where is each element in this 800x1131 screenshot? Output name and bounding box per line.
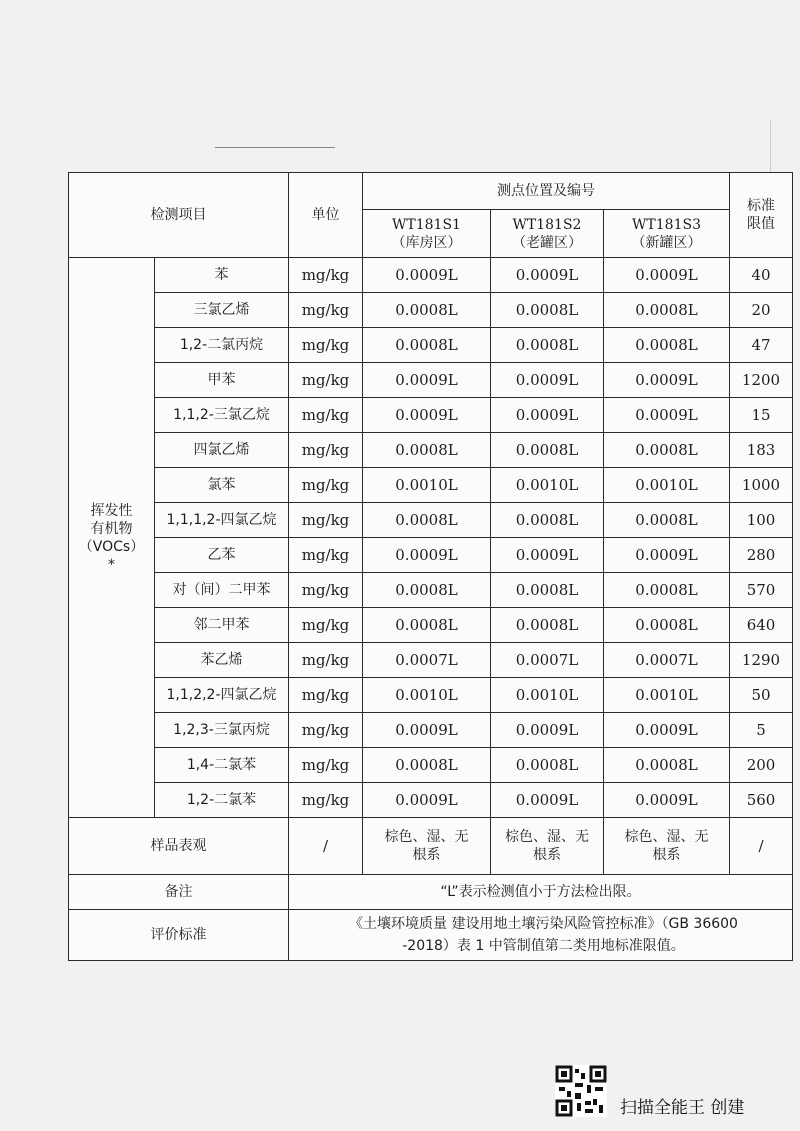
unit-cell: mg/kg <box>289 643 363 678</box>
limit-value: 5 <box>730 713 793 748</box>
value-s2: 0.0008L <box>491 573 604 608</box>
header-location-3 <box>604 210 730 258</box>
standard-label: 评价标准 <box>69 910 289 961</box>
value-s2: 0.0008L <box>491 293 604 328</box>
unit-cell: mg/kg <box>289 678 363 713</box>
value-s2: 0.0010L <box>491 678 604 713</box>
limit-value: 1200 <box>730 363 793 398</box>
header-location-1 <box>363 210 491 258</box>
compound-name: 1,2-二氯丙烷 <box>155 328 289 363</box>
value-s3: 0.0010L <box>604 678 730 713</box>
value-s1: 0.0008L <box>363 503 491 538</box>
appearance-row <box>69 818 793 875</box>
value-s2: 0.0008L <box>491 503 604 538</box>
value-s1: 0.0009L <box>363 258 491 293</box>
standard-row <box>69 910 793 961</box>
limit-value: 1290 <box>730 643 793 678</box>
compound-name: 氯苯 <box>155 468 289 503</box>
value-s3: 0.0009L <box>604 363 730 398</box>
unit-cell: mg/kg <box>289 433 363 468</box>
value-s3: 0.0009L <box>604 713 730 748</box>
scanner-watermark: 扫描全能王 创建 <box>620 1098 745 1118</box>
value-s2: 0.0009L <box>491 363 604 398</box>
table-row <box>69 258 793 293</box>
header-limit <box>730 173 793 258</box>
value-s3: 0.0009L <box>604 398 730 433</box>
limit-value: 47 <box>730 328 793 363</box>
unit-cell: mg/kg <box>289 608 363 643</box>
value-s1: 0.0008L <box>363 328 491 363</box>
limit-value: 200 <box>730 748 793 783</box>
group-label-line: 有机物 <box>90 520 133 537</box>
limit-value: 560 <box>730 783 793 818</box>
unit-cell: mg/kg <box>289 573 363 608</box>
remark-label: 备注 <box>69 875 289 910</box>
appearance-line: 根系 <box>412 847 441 863</box>
appearance-line: 根系 <box>652 847 681 863</box>
header-location-2 <box>491 210 604 258</box>
value-s3: 0.0009L <box>604 783 730 818</box>
value-s3: 0.0007L <box>604 643 730 678</box>
unit-cell: mg/kg <box>289 468 363 503</box>
value-s1: 0.0008L <box>363 573 491 608</box>
limit-value: 1000 <box>730 468 793 503</box>
value-s2: 0.0008L <box>491 608 604 643</box>
value-s2: 0.0009L <box>491 783 604 818</box>
compound-name: 甲苯 <box>155 363 289 398</box>
compound-name: 1,2-二氯苯 <box>155 783 289 818</box>
table-row <box>69 363 793 398</box>
table-row <box>69 713 793 748</box>
value-s2: 0.0008L <box>491 433 604 468</box>
value-s1: 0.0009L <box>363 538 491 573</box>
value-s2: 0.0007L <box>491 643 604 678</box>
appearance-unit: / <box>289 818 363 875</box>
unit-cell: mg/kg <box>289 748 363 783</box>
location-area: （新罐区） <box>631 234 702 251</box>
compound-name: 苯乙烯 <box>155 643 289 678</box>
value-s1: 0.0007L <box>363 643 491 678</box>
table-row <box>69 503 793 538</box>
compound-name: 1,1,1,2-四氯乙烷 <box>155 503 289 538</box>
compound-name: 四氯乙烯 <box>155 433 289 468</box>
appearance-line: 根系 <box>533 847 561 863</box>
value-s2: 0.0009L <box>491 258 604 293</box>
table-row <box>69 468 793 503</box>
compound-name: 三氯乙烯 <box>155 293 289 328</box>
unit-cell: mg/kg <box>289 538 363 573</box>
value-s1: 0.0010L <box>363 468 491 503</box>
value-s1: 0.0008L <box>363 608 491 643</box>
value-s2: 0.0010L <box>491 468 604 503</box>
value-s3: 0.0008L <box>604 748 730 783</box>
limit-value: 183 <box>730 433 793 468</box>
header-limit-line1: 标准 <box>747 198 776 214</box>
table-row <box>69 608 793 643</box>
value-s1: 0.0009L <box>363 713 491 748</box>
unit-cell: mg/kg <box>289 293 363 328</box>
table-row <box>69 573 793 608</box>
limit-value: 570 <box>730 573 793 608</box>
location-area: （库房区） <box>391 234 462 251</box>
table-row <box>69 538 793 573</box>
appearance-value <box>491 818 604 875</box>
value-s3: 0.0008L <box>604 573 730 608</box>
appearance-line: 棕色、湿、无 <box>505 829 589 845</box>
standard-line: 《土壤环境质量 建设用地土壤污染风险管控标准》（GB 36600 <box>349 916 738 932</box>
appearance-line: 棕色、湿、无 <box>624 829 709 845</box>
value-s1: 0.0009L <box>363 783 491 818</box>
appearance-label: 样品表观 <box>69 818 289 875</box>
location-code: WT181S1 <box>392 216 461 233</box>
voc-group-label <box>69 258 155 818</box>
value-s3: 0.0009L <box>604 258 730 293</box>
value-s3: 0.0008L <box>604 503 730 538</box>
compound-name: 乙苯 <box>155 538 289 573</box>
table-row <box>69 328 793 363</box>
compound-name: 对（间）二甲苯 <box>155 573 289 608</box>
table-row <box>69 293 793 328</box>
limit-value: 100 <box>730 503 793 538</box>
appearance-value <box>363 818 491 875</box>
value-s3: 0.0008L <box>604 293 730 328</box>
value-s2: 0.0008L <box>491 328 604 363</box>
table-row <box>69 748 793 783</box>
unit-cell: mg/kg <box>289 503 363 538</box>
value-s1: 0.0009L <box>363 363 491 398</box>
remark-text: “L”表示检测值小于方法检出限。 <box>289 875 793 910</box>
value-s1: 0.0010L <box>363 678 491 713</box>
group-label-line: 挥发性 <box>90 502 133 519</box>
compound-name: 1,1,2,2-四氯乙烷 <box>155 678 289 713</box>
scan-artifact-line <box>215 147 335 148</box>
value-s3: 0.0009L <box>604 538 730 573</box>
header-limit-line2: 限值 <box>747 216 776 232</box>
unit-cell: mg/kg <box>289 783 363 818</box>
header-unit: 单位 <box>289 173 363 258</box>
value-s3: 0.0008L <box>604 328 730 363</box>
location-area: （老罐区） <box>512 234 582 251</box>
value-s1: 0.0009L <box>363 398 491 433</box>
location-code: WT181S2 <box>512 216 582 233</box>
remark-row <box>69 875 793 910</box>
limit-value: 15 <box>730 398 793 433</box>
qr-code-icon <box>555 1065 607 1117</box>
value-s1: 0.0008L <box>363 748 491 783</box>
table-row <box>69 783 793 818</box>
unit-cell: mg/kg <box>289 363 363 398</box>
standard-line: -2018）表 1 中管制值第二类用地标准限值。 <box>402 938 685 954</box>
limit-value: 640 <box>730 608 793 643</box>
value-s3: 0.0010L <box>604 468 730 503</box>
unit-cell: mg/kg <box>289 713 363 748</box>
table-row <box>69 398 793 433</box>
unit-cell: mg/kg <box>289 398 363 433</box>
value-s2: 0.0009L <box>491 538 604 573</box>
compound-name: 1,2,3-三氯丙烷 <box>155 713 289 748</box>
compound-name: 苯 <box>155 258 289 293</box>
value-s3: 0.0008L <box>604 608 730 643</box>
value-s1: 0.0008L <box>363 293 491 328</box>
appearance-line: 棕色、湿、无 <box>384 829 469 845</box>
compound-name: 1,1,2-三氯乙烷 <box>155 398 289 433</box>
compound-name: 邻二甲苯 <box>155 608 289 643</box>
report-sheet <box>68 172 792 961</box>
header-location-group: 测点位置及编号 <box>363 173 730 210</box>
group-label-line: （VOCs） <box>78 538 145 555</box>
appearance-value <box>604 818 730 875</box>
value-s3: 0.0008L <box>604 433 730 468</box>
appearance-limit: / <box>730 818 793 875</box>
table-row <box>69 678 793 713</box>
limit-value: 50 <box>730 678 793 713</box>
header-row-1 <box>69 173 793 210</box>
unit-cell: mg/kg <box>289 328 363 363</box>
standard-text <box>289 910 793 961</box>
limit-value: 40 <box>730 258 793 293</box>
table-row <box>69 643 793 678</box>
unit-cell: mg/kg <box>289 258 363 293</box>
limit-value: 20 <box>730 293 793 328</box>
value-s2: 0.0009L <box>491 398 604 433</box>
value-s1: 0.0008L <box>363 433 491 468</box>
table-row <box>69 433 793 468</box>
compound-name: 1,4-二氯苯 <box>155 748 289 783</box>
group-label-line: * <box>108 556 115 573</box>
value-s2: 0.0008L <box>491 748 604 783</box>
voc-results-table <box>68 172 793 961</box>
header-item: 检测项目 <box>69 173 289 258</box>
value-s2: 0.0009L <box>491 713 604 748</box>
location-code: WT181S3 <box>632 216 701 233</box>
limit-value: 280 <box>730 538 793 573</box>
